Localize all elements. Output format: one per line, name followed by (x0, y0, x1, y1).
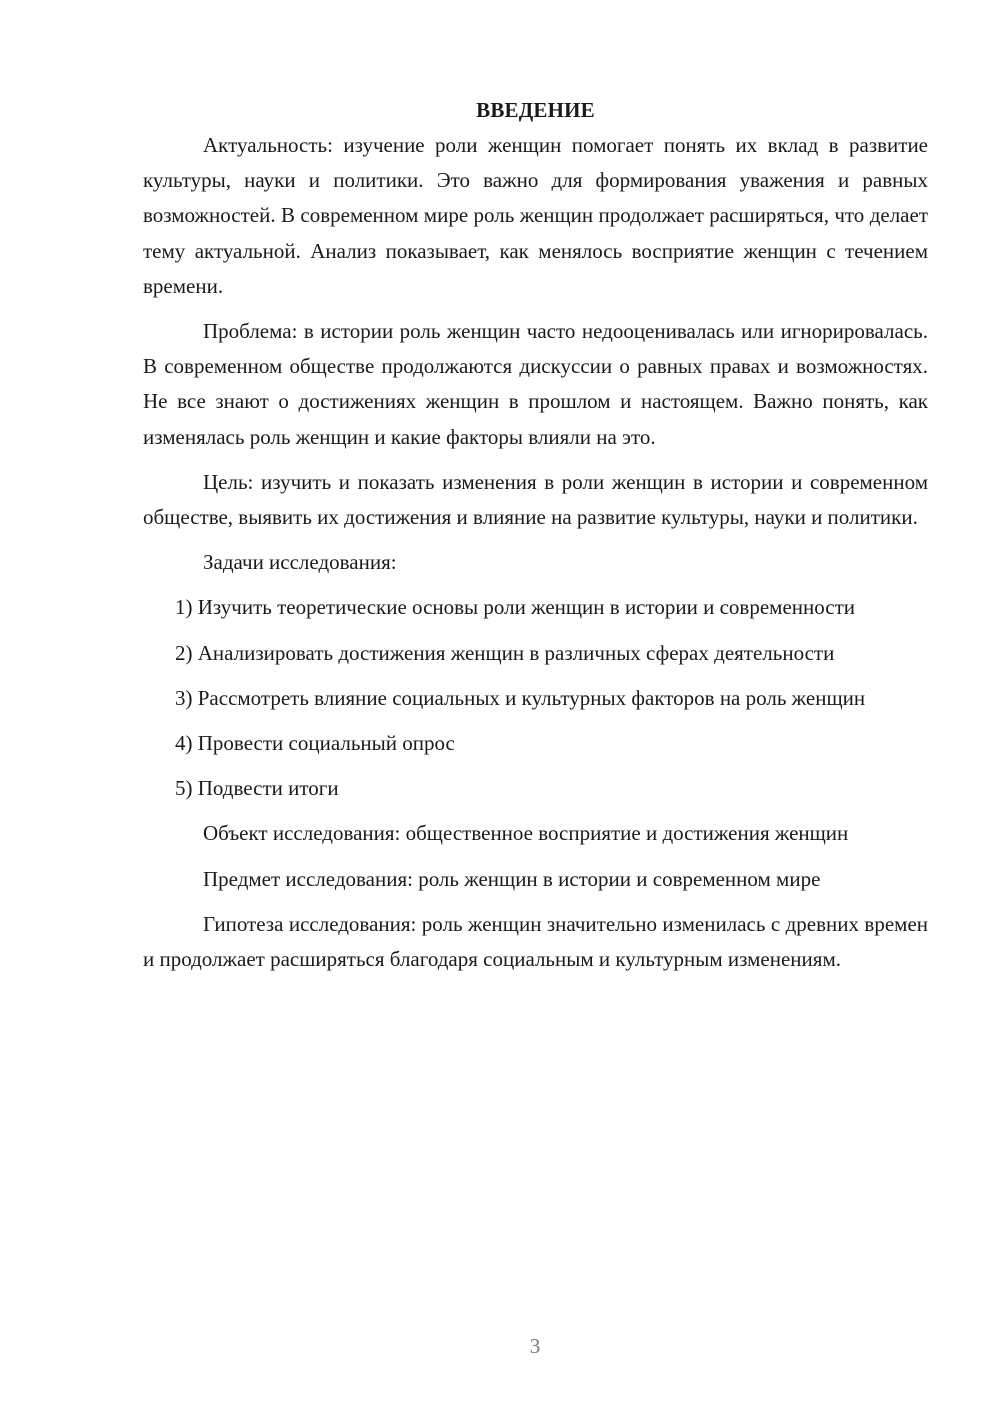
task-item-1: 1) Изучить теоретические основы роли женщин в истории и современности (175, 595, 856, 620)
task-item-5: 5) Подвести итоги (175, 776, 339, 801)
goal-paragraph: Цель: изучить и показать изменения в роли женщин в истории и современном обществе, выявить их достижения и влияние на развитие культуры, науки и политики. (143, 469, 928, 530)
tasks-heading: Задачи исследования: (203, 550, 397, 575)
subject-paragraph: Предмет исследования: роль женщин в истории и современном мире (203, 866, 821, 891)
page-number: 3 (529, 1334, 541, 1358)
relevance-paragraph: Актуальность: изучение роли женщин помогает понять их вклад в развитие культуры, науки и политики. Это важно для формирования уважения и равных возможностей. В современном мире роль женщин продолжает расширяться, что делает тему актуальной. Анализ показывает, как менялось восприятие женщин с течением времени. (143, 133, 928, 298)
problem-paragraph: Проблема: в истории роль женщин часто недооценивалась или игнорировалась. В современном обществе продолжаются дискуссии о равных правах и возможностях. Не все знают о достижениях женщин в прошлом и настоящем. Важно понять, как изменялась роль женщин и какие факторы влияли на это. (143, 319, 928, 449)
object-paragraph: Объект исследования: общественное восприятие и достижения женщин (203, 821, 849, 846)
document-page (143, 92, 928, 987)
hypothesis-paragraph: Гипотеза исследования: роль женщин значительно изменилась с древних времен и продолжает расширяться благодаря социальным и культурным изменениям. (143, 911, 928, 972)
task-item-3: 3) Рассмотреть влияние социальных и культурных факторов на роль женщин (175, 685, 866, 710)
task-item-2: 2) Анализировать достижения женщин в различных сферах деятельности (175, 640, 835, 665)
task-item-4: 4) Провести социальный опрос (175, 731, 455, 756)
page-title: ВВЕДЕНИЕ (476, 98, 595, 122)
